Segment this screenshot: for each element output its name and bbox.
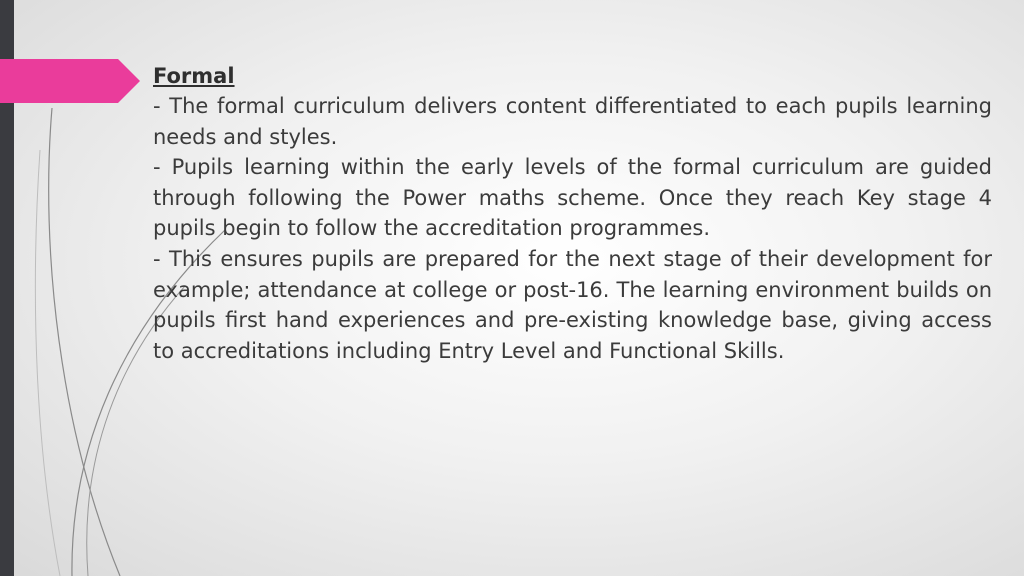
- slide-content: [153, 61, 992, 366]
- paragraph-1: - The formal curriculum delivers content differentiated to each pupils learning needs and styles.: [153, 94, 992, 149]
- paragraph-2: - Pupils learning within the early levels of the formal curriculum are guided through following the Power maths scheme. Once they reach Key stage 4 pupils begin to follow the accreditation programmes.: [153, 155, 992, 241]
- pink-arrow-marker: [0, 59, 140, 103]
- slide-heading: Formal: [153, 64, 235, 88]
- paragraph-3: - This ensures pupils are prepared for the next stage of their development for example; attendance at college or post-16. The learning environment builds on pupils first hand experiences and pre-existing knowledge base, giving access to accreditations including Entry Level and Functional Skills.: [153, 246, 992, 363]
